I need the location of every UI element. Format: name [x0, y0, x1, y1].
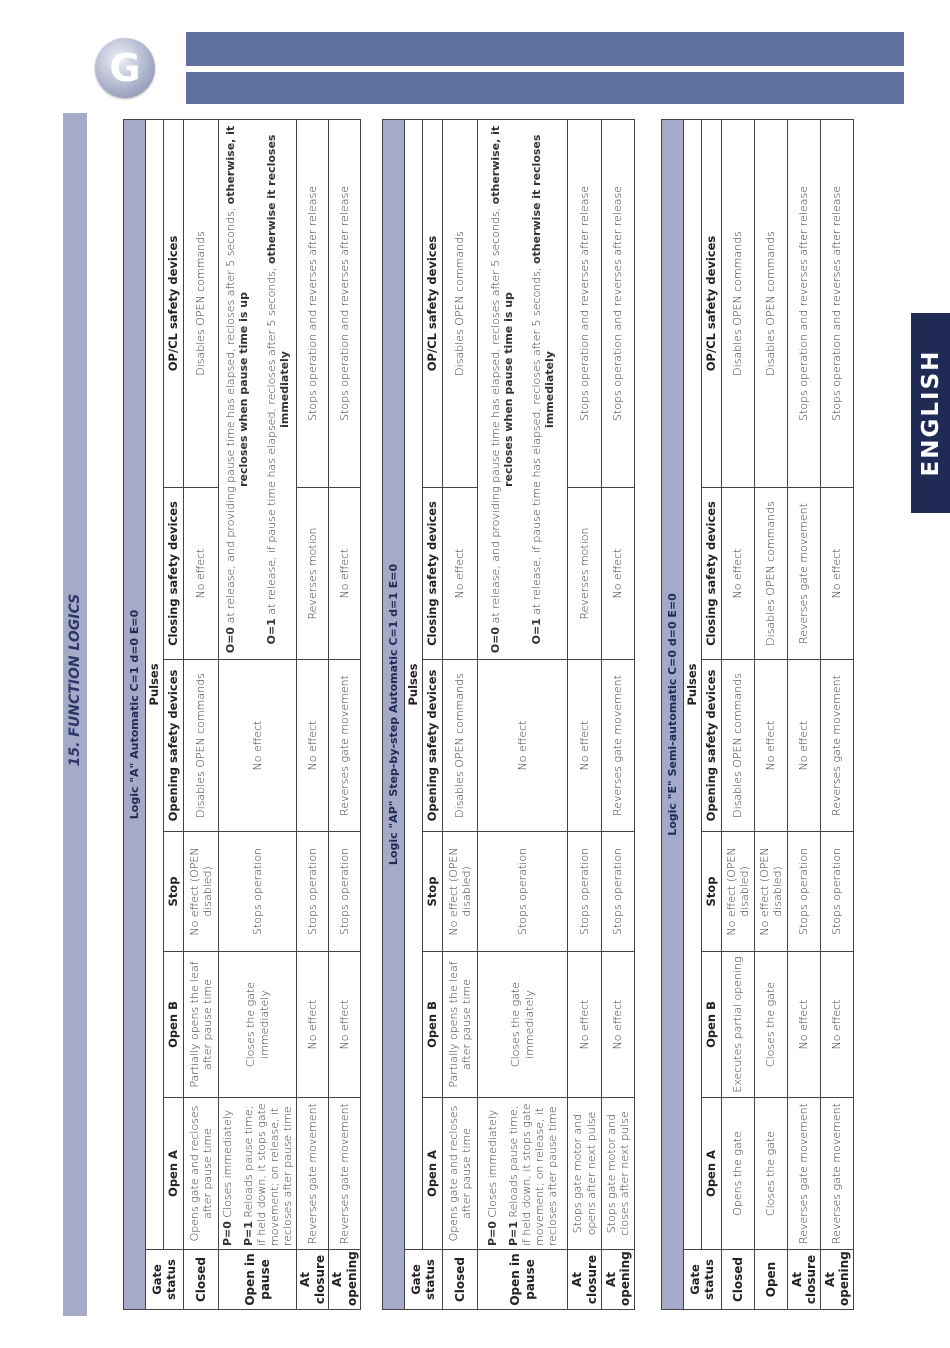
cell-closing-safety: No effect: [184, 488, 219, 660]
row-status: Open in pause: [478, 1250, 568, 1310]
cell-stop: Stops operation: [821, 832, 854, 952]
header-pulses: Pulses: [405, 119, 423, 1249]
cell-opcl-safety: Stops operation and reverses after release: [821, 119, 854, 487]
header-closing-safety: Closing safety devices: [164, 488, 184, 660]
header-gate-status: Gate status: [684, 1250, 722, 1310]
row-status: Closed: [184, 1250, 219, 1310]
cell-opening-safety: No effect: [755, 660, 788, 832]
cell-open-a: Closes the gate: [755, 1098, 788, 1250]
cell-open-b: Closes the gate: [755, 952, 788, 1098]
header-stop: Stop: [702, 832, 722, 952]
cell-safety-pause: [478, 119, 568, 659]
cell-opcl-safety: Stops operation and reverses after release: [568, 119, 602, 487]
cell-opcl-safety: Disables OPEN commands: [443, 119, 478, 487]
cell-open-b: No effect: [602, 952, 635, 1098]
cell-opening-safety: Disables OPEN commands: [443, 660, 478, 832]
header-opcl-safety: OP/CL safety devices: [423, 119, 443, 487]
cell-opcl-safety: Disables OPEN commands: [722, 119, 755, 487]
cell-open-a-pause: [219, 1098, 297, 1250]
p1-line: P=1 Reloads pause time; if held down, it stops gate movement; on release, it recloses after pause time: [506, 1103, 560, 1246]
cell-open-a-pause: [478, 1098, 568, 1250]
cell-open-b: Partially opens the leaf after pause time: [443, 952, 478, 1098]
cell-closing-safety: Reverses motion: [297, 488, 329, 660]
company-logo: [95, 38, 155, 98]
row-status: Closed: [443, 1250, 478, 1310]
logic-e-table: [661, 120, 853, 1310]
cell-closing-safety: No effect: [443, 488, 478, 660]
p0-line: P=0 Closes immediately: [485, 1109, 499, 1246]
cell-open-a: Opens gate and recloses after pause time: [184, 1098, 219, 1250]
cell-opening-safety: Reverses gate movement: [821, 660, 854, 832]
header-open-b: Open B: [702, 952, 722, 1098]
cell-closing-safety: No effect: [602, 488, 635, 660]
logic-title: Logic "E" Semi-automatic C=0 d=0 E=0: [662, 119, 684, 1309]
cell-open-b: No effect: [329, 952, 361, 1098]
header-open-b: Open B: [164, 952, 184, 1098]
header-open-a: Open A: [423, 1098, 443, 1250]
cell-opening-safety: Disables OPEN commands: [722, 660, 755, 832]
cell-closing-safety: No effect: [722, 488, 755, 660]
logic-ap-table: [382, 120, 634, 1310]
cell-closing-safety: No effect: [821, 488, 854, 660]
cell-open-b: Closes the gate immediately: [219, 952, 297, 1098]
cell-stop: Stops operation: [602, 832, 635, 952]
cell-open-b: No effect: [297, 952, 329, 1098]
cell-open-b: No effect: [568, 952, 602, 1098]
header-closing-safety: Closing safety devices: [423, 488, 443, 660]
cell-open-b: Closes the gate immediately: [478, 952, 568, 1098]
cell-stop: Stops operation: [219, 832, 297, 952]
cell-opcl-safety: Disables OPEN commands: [184, 119, 219, 487]
language-tab-label: ENGLISH: [917, 349, 944, 477]
header-band-bottom: [186, 72, 904, 104]
cell-opening-safety: No effect: [297, 660, 329, 832]
header-open-b: Open B: [423, 952, 443, 1098]
cell-stop: No effect (OPEN disabled): [722, 832, 755, 952]
cell-closing-safety: No effect: [329, 488, 361, 660]
cell-open-a: Opens the gate: [722, 1098, 755, 1250]
header-pulses: Pulses: [146, 119, 164, 1249]
p0-line: P=0 Closes immediately: [220, 1109, 234, 1246]
cell-open-b: No effect: [821, 952, 854, 1098]
cell-open-b: No effect: [788, 952, 821, 1098]
header-opening-safety: Opening safety devices: [423, 660, 443, 832]
o1-line: O=1 at release, if pause time has elapsed, recloses after 5 seconds, otherwise it recloses immediately: [529, 134, 556, 645]
row-status: At closure: [297, 1250, 329, 1310]
cell-opcl-safety: Stops operation and reverses after release: [788, 119, 821, 487]
cell-open-a: Opens gate and recloses after pause time: [443, 1098, 478, 1250]
o0-line: O=0 at release, and providing pause time has elapsed, recloses after 5 seconds, otherwise, it recloses when pause time is up: [224, 125, 251, 654]
header-opcl-safety: OP/CL safety devices: [164, 119, 184, 487]
cell-opening-safety: No effect: [478, 660, 568, 832]
cell-open-a: Reverses gate movement: [329, 1098, 361, 1250]
logic-title: Logic "A" Automatic C=1 d=0 E=0: [124, 119, 146, 1309]
cell-opening-safety: Reverses gate movement: [329, 660, 361, 832]
cell-stop: Stops operation: [568, 832, 602, 952]
logic-a-table: [123, 120, 359, 1310]
row-status: At closure: [568, 1250, 602, 1310]
cell-stop: Stops operation: [329, 832, 361, 952]
cell-stop: No effect (OPEN disabled): [443, 832, 478, 952]
cell-stop: No effect (OPEN disabled): [755, 832, 788, 952]
header-opening-safety: Opening safety devices: [164, 660, 184, 832]
header-gate-status: Gate status: [146, 1250, 184, 1310]
cell-opcl-safety: Stops operation and reverses after release: [297, 119, 329, 487]
cell-open-a: Stops gate motor and opens after next pulse: [568, 1098, 602, 1250]
row-status: At closure: [788, 1250, 821, 1310]
header-opcl-safety: OP/CL safety devices: [702, 119, 722, 487]
cell-closing-safety: Reverses motion: [568, 488, 602, 660]
cell-opcl-safety: Stops operation and reverses after release: [329, 119, 361, 487]
cell-stop: Stops operation: [297, 832, 329, 952]
cell-open-a: Stops gate motor and closes after next pulse: [602, 1098, 635, 1250]
cell-open-a: Reverses gate movement: [821, 1098, 854, 1250]
cell-opening-safety: No effect: [788, 660, 821, 832]
p1-line: P=1 Reloads pause time; if held down, it stops gate movement; on release, it recloses after pause time: [241, 1103, 295, 1246]
row-status: At opening: [329, 1250, 361, 1310]
row-status: Open: [755, 1250, 788, 1310]
row-status: Open in pause: [219, 1250, 297, 1310]
header-pulses: Pulses: [684, 119, 702, 1249]
cell-open-b: Executes partial opening: [722, 952, 755, 1098]
cell-opcl-safety: Stops operation and reverses after release: [602, 119, 635, 487]
cell-closing-safety: Reverses gate movement: [788, 488, 821, 660]
cell-stop: No effect (OPEN disabled): [184, 832, 219, 952]
cell-opening-safety: Reverses gate movement: [602, 660, 635, 832]
header-stop: Stop: [423, 832, 443, 952]
header-gate-status: Gate status: [405, 1250, 443, 1310]
language-tab: [911, 313, 950, 513]
cell-open-a: Reverses gate movement: [788, 1098, 821, 1250]
header-open-a: Open A: [702, 1098, 722, 1250]
cell-open-a: Reverses gate movement: [297, 1098, 329, 1250]
header-open-a: Open A: [164, 1098, 184, 1250]
cell-stop: Stops operation: [478, 832, 568, 952]
section-title: 15. FUNCTION LOGICS: [67, 593, 83, 767]
logic-title: Logic "AP" Step-by-step Automatic C=1 d=1 E=0: [383, 119, 405, 1309]
cell-stop: Stops operation: [788, 832, 821, 952]
cell-closing-safety: Disables OPEN commands: [755, 488, 788, 660]
header-band-top: [186, 32, 904, 66]
cell-opening-safety: Disables OPEN commands: [184, 660, 219, 832]
cell-open-b: Partially opens the leaf after pause time: [184, 952, 219, 1098]
row-status: At opening: [821, 1250, 854, 1310]
row-status: Closed: [722, 1250, 755, 1310]
cell-opcl-safety: Disables OPEN commands: [755, 119, 788, 487]
o0-line: O=0 at release, and providing pause time has elapsed, recloses after 5 seconds, otherwise, it recloses when pause time is up: [489, 125, 516, 654]
row-status: At opening: [602, 1250, 635, 1310]
logo-letter: G: [109, 46, 141, 90]
cell-opening-safety: No effect: [219, 660, 297, 832]
cell-opening-safety: No effect: [568, 660, 602, 832]
header-stop: Stop: [164, 832, 184, 952]
cell-safety-pause: [219, 119, 297, 659]
header-opening-safety: Opening safety devices: [702, 660, 722, 832]
header-closing-safety: Closing safety devices: [702, 488, 722, 660]
o1-line: O=1 at release, if pause time has elapsed, recloses after 5 seconds, otherwise it recloses immediately: [264, 134, 291, 645]
